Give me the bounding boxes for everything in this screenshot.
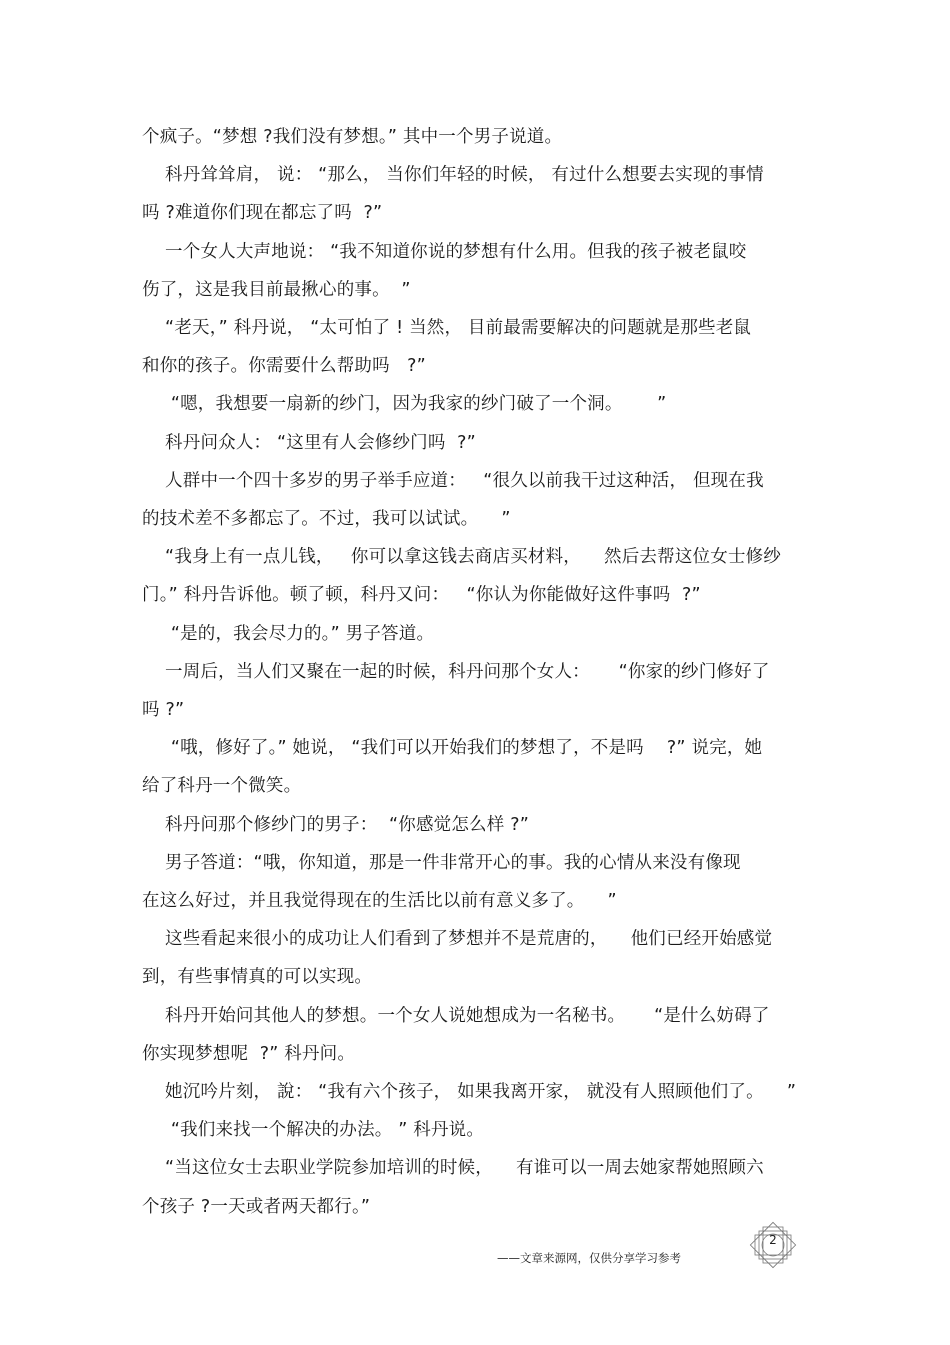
text-line: 你实现梦想呢 ?” 科丹问。 bbox=[142, 1043, 356, 1064]
text-line: “我身上有一点儿钱， 你可以拿这钱去商店买材料， 然后去帮这位女士修纱 bbox=[142, 547, 782, 568]
text-line: “是的，我会尽力的。” 男子答道。 bbox=[142, 623, 435, 644]
text-line: 在这么好过，并且我觉得现在的生活比以前有意义多了。 ” bbox=[142, 891, 617, 911]
text-line: 科丹问众人： “这里有人会修纱门吗 ?” bbox=[142, 432, 476, 453]
text-line: 科丹开始问其他人的梦想。一个女人说她想成为一名秘书。 “是什么妨碍了 bbox=[142, 1005, 770, 1026]
text-line: 一个女人大声地说： “我不知道你说的梦想有什么用。但我的孩子被老鼠咬 bbox=[142, 241, 747, 262]
text-line: 给了科丹一个微笑。 bbox=[142, 776, 302, 797]
text-line: 个孩子 ?一天或者两天都行。” bbox=[142, 1196, 371, 1217]
text-line: 科丹耸耸肩， 说： “那么， 当你们年轻的时候， 有过什么想要去实现的事情 bbox=[142, 165, 764, 186]
text-line: 吗 ?难道你们现在都忘了吗 ?” bbox=[142, 203, 383, 224]
text-line: 的技术差不多都忘了。不过，我可以试试。 ” bbox=[142, 509, 511, 529]
text-line: 门。” 科丹告诉他。顿了顿，科丹又问： “你认为你能做好这件事吗 ?” bbox=[142, 585, 701, 606]
text-line: 到，有些事情真的可以实现。 bbox=[142, 967, 373, 988]
page-number: 2 bbox=[769, 1233, 777, 1247]
text-line: “哦，修好了。” 她说， “我们可以开始我们的梦想了，不是吗 ?” 说完，她 bbox=[142, 738, 763, 759]
text-line: 这些看起来很小的成功让人们看到了梦想并不是荒唐的， 他们已经开始感觉 bbox=[142, 929, 773, 950]
text-line: 一周后，当人们又聚在一起的时候，科丹问那个女人： “你家的纱门修好了 bbox=[142, 661, 770, 682]
text-line: 伤了，这是我目前最揪心的事。 ” bbox=[142, 279, 411, 300]
text-line: 人群中一个四十多岁的男子举手应道： “很久以前我干过这种活， 但现在我 bbox=[142, 470, 764, 491]
text-line: 男子答道：“哦，你知道，那是一件非常开心的事。我的心情从来没有像现 bbox=[142, 852, 741, 873]
text-line: “当这位女士去职业学院参加培训的时候， 有谁可以一周去她家帮她照顾六 bbox=[142, 1158, 764, 1179]
text-line: 她沉吟片刻， 說： “我有六个孩子， 如果我离开家， 就没有人照顾他们了。 ” bbox=[142, 1082, 797, 1102]
text-line: 科丹问那个修纱门的男子： “你感觉怎么样 ?” bbox=[142, 814, 529, 835]
text-line: 个疯子。“梦想 ?我们没有梦想。” 其中一个男子说道。 bbox=[142, 127, 563, 147]
text-line: “嗯，我想要一扇新的纱门，因为我家的纱门破了一个洞。 ” bbox=[142, 394, 667, 415]
text-line: “我们来找一个解决的办法。 ” 科丹说。 bbox=[142, 1120, 485, 1141]
text-line: 和你的孩子。你需要什么帮助吗 ?” bbox=[142, 356, 426, 377]
text-line: “老天，” 科丹说， “太可怕了 ! 当然， 目前最需要解决的问题就是那些老鼠 bbox=[142, 318, 752, 338]
footer-source-note: ——文章来源网，仅供分享学习参考 bbox=[497, 1251, 681, 1265]
text-line: 吗 ?” bbox=[142, 700, 185, 720]
